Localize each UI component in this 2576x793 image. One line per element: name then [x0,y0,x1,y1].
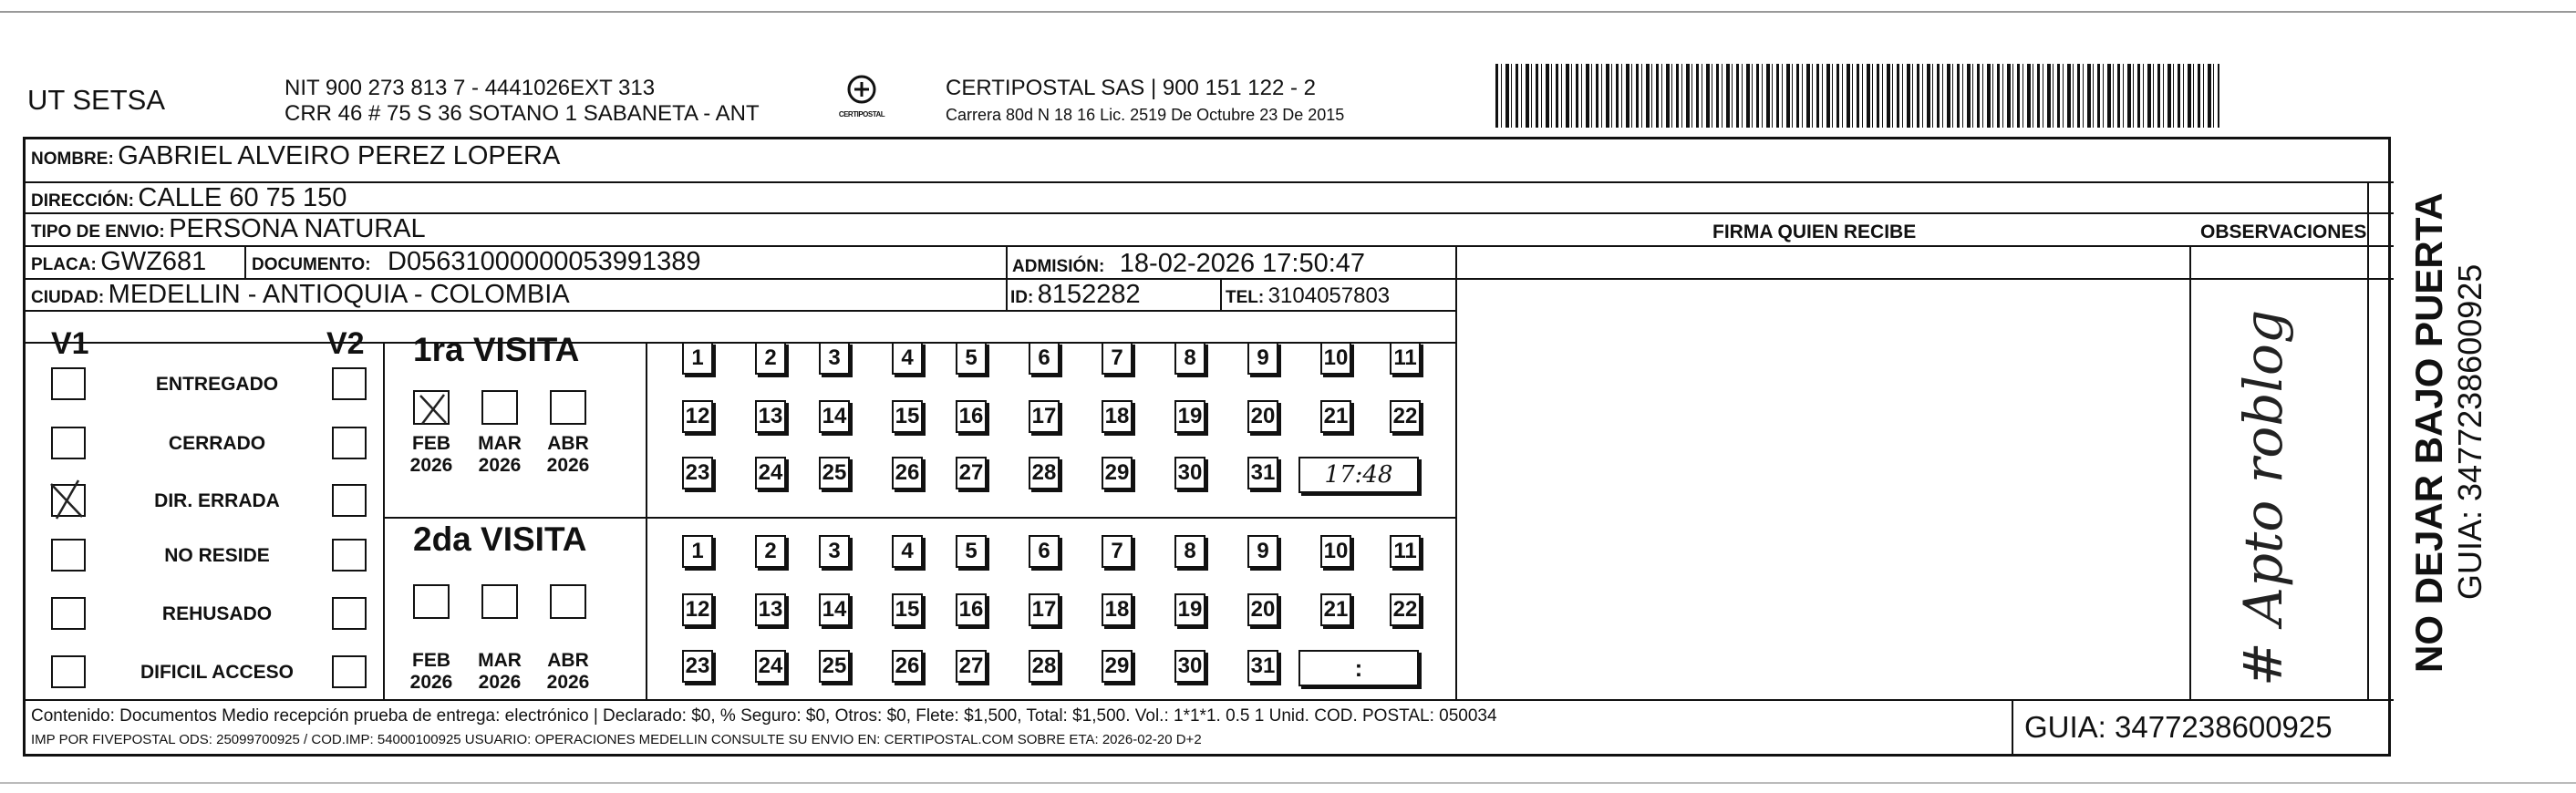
first-visit-day-16[interactable]: 16 [956,400,987,433]
firma-label: FIRMA QUIEN RECIBE [1712,221,1917,242]
second-visit-day-22[interactable]: 22 [1390,593,1421,626]
second-visit-day-12[interactable]: 12 [682,593,713,626]
second-visit-title: 2da VISITA [413,520,587,558]
nit-line: NIT 900 273 813 7 - 4441026EXT 313 [284,76,656,100]
v1-dificil-acceso-checkbox[interactable] [51,655,86,688]
nombre-value: GABRIEL ALVEIRO PEREZ LOPERA [118,141,561,170]
first-visit-abr-box[interactable] [550,390,586,425]
second-visit-day-15[interactable]: 15 [892,593,923,626]
v2-cerrado-checkbox[interactable] [332,427,367,459]
second-visit-day-24[interactable]: 24 [755,650,786,683]
second-mar-year: 2026 [478,672,522,693]
observation-handwriting: # Apto roblog [2232,309,2294,686]
v2-label: V2 [326,326,365,361]
second-visit-day-26[interactable]: 26 [892,650,923,683]
v2-no-reside-checkbox[interactable] [332,539,367,572]
second-visit-day-1[interactable]: 1 [682,535,713,568]
ciudad-value: MEDELLIN - ANTIOQUIA - COLOMBIA [108,280,570,309]
first-feb-label: FEB [412,433,450,454]
second-visit-day-10[interactable]: 10 [1320,535,1351,568]
first-visit-day-29[interactable]: 29 [1102,457,1133,489]
barcode [1495,64,2219,128]
license-line: Carrera 80d N 18 16 Lic. 2519 De Octubre 23 De 2015 [946,106,1345,124]
side-title: NO DEJAR BAJO PUERTA [2407,192,2450,673]
footer-guia: GUIA: 3477238600925 [2024,710,2333,744]
nombre-label: NOMBRE: [31,149,114,169]
first-mar-label: MAR [478,433,522,454]
firma-area[interactable] [1459,280,2187,697]
first-visit-day-7[interactable]: 7 [1102,342,1133,375]
first-visit-day-27[interactable]: 27 [956,457,987,489]
v1-rehusado-checkbox[interactable] [51,597,86,630]
second-visit-day-28[interactable]: 28 [1029,650,1060,683]
first-mar-year: 2026 [478,455,522,476]
second-visit-day-13[interactable]: 13 [755,593,786,626]
second-visit-day-19[interactable]: 19 [1174,593,1205,626]
v1-dir-errada-checkbox[interactable] [51,484,86,517]
second-visit-day-6[interactable]: 6 [1029,535,1060,568]
second-visit-time-placeholder: : [1354,654,1363,682]
footer-print-line: IMP POR FIVEPOSTAL ODS: 25099700925 / COD.IMP: 54000100925 USUARIO: OPERACIONES MEDELLIN CONSULTE SU ENVIO EN: CERTIPOSTAL.COM SOBRE ETA: 2026-02-20 D+2 [31,732,1202,747]
second-visit-day-30[interactable]: 30 [1174,650,1205,683]
first-visit-feb-box[interactable] [413,390,450,425]
direccion-label: DIRECCIÓN: [31,191,134,211]
second-visit-day-18[interactable]: 18 [1102,593,1133,626]
first-visit-day-30[interactable]: 30 [1174,457,1205,489]
admision-label: ADMISIÓN: [1012,257,1105,276]
bottom-rule [0,782,2576,784]
v2-entregado-checkbox[interactable] [332,367,367,400]
first-visit-day-11[interactable]: 11 [1390,342,1421,375]
v2-dir-errada-checkbox[interactable] [332,484,367,517]
address-line: CRR 46 # 75 S 36 SOTANO 1 SABANETA - ANT [284,101,760,126]
v1-cerrado-checkbox[interactable] [51,427,86,459]
second-visit-day-9[interactable]: 9 [1247,535,1278,568]
second-visit-day-2[interactable]: 2 [755,535,786,568]
first-visit-time-box[interactable] [1298,457,1419,493]
first-visit-day-17[interactable]: 17 [1029,400,1060,433]
first-feb-year: 2026 [409,455,453,476]
first-visit-day-12[interactable]: 12 [682,400,713,433]
v1-entregado-checkbox[interactable] [51,367,86,400]
second-feb-year: 2026 [409,672,453,693]
second-visit-day-4[interactable]: 4 [892,535,923,568]
delivery-form [23,137,2391,757]
first-visit-day-23[interactable]: 23 [682,457,713,489]
placa-label: PLACA: [31,255,97,274]
first-visit-day-25[interactable]: 25 [819,457,850,489]
second-visit-day-21[interactable]: 21 [1320,593,1351,626]
tel-label: TEL: [1226,288,1265,307]
first-visit-day-10[interactable]: 10 [1320,342,1351,375]
second-abr-year: 2026 [546,672,590,693]
second-visit-feb-box[interactable] [413,584,450,619]
status-entregado: ENTREGADO [155,374,279,395]
first-visit-day-1[interactable]: 1 [682,342,713,375]
direccion-value: CALLE 60 75 150 [138,183,347,212]
side-guia: GUIA: 3477238600925 [2451,263,2488,600]
top-rule [0,11,2576,13]
first-visit-day-28[interactable]: 28 [1029,457,1060,489]
second-visit-day-25[interactable]: 25 [819,650,850,683]
certipostal-logo [825,73,898,128]
first-visit-day-15[interactable]: 15 [892,400,923,433]
first-visit-day-3[interactable]: 3 [819,342,850,375]
v2-dificil-acceso-checkbox[interactable] [332,655,367,688]
second-visit-mar-box[interactable] [481,584,518,619]
status-cerrado: CERRADO [168,433,266,454]
id-label: ID: [1010,288,1034,307]
v1-label: V1 [51,326,89,361]
footer-content-line: Contenido: Documentos Medio recepción prueba de entrega: electrónico | Declarado: $0, % Seguro: $0, Otros: $0, Flete: $1,500, Total: $1,500. Vol.: 1*1*1. 0.5 1 Unid. COD. POSTAL: 050034 [31,706,1497,726]
company-name: UT SETSA [27,84,166,116]
second-visit-day-23[interactable]: 23 [682,650,713,683]
status-rehusado: REHUSADO [161,603,273,624]
carrier-line: CERTIPOSTAL SAS | 900 151 122 - 2 [946,76,1316,100]
status-dificil-acceso: DIFICIL ACCESO [140,662,294,683]
first-abr-label: ABR [547,433,589,454]
admision-value: 18-02-2026 17:50:47 [1119,249,1366,278]
first-visit-day-22[interactable]: 22 [1390,400,1421,433]
first-visit-day-24[interactable]: 24 [755,457,786,489]
v2-rehusado-checkbox[interactable] [332,597,367,630]
second-visit-day-17[interactable]: 17 [1029,593,1060,626]
second-visit-day-31[interactable]: 31 [1247,650,1278,683]
first-visit-day-26[interactable]: 26 [892,457,923,489]
status-dir-errada: DIR. ERRADA [154,490,280,511]
second-visit-day-27[interactable]: 27 [956,650,987,683]
logo-icon [843,73,880,106]
first-visit-day-4[interactable]: 4 [892,342,923,375]
ciudad-label: CIUDAD: [31,288,105,307]
second-abr-label: ABR [547,650,589,671]
first-visit-day-14[interactable]: 14 [819,400,850,433]
tel-value: 3104057803 [1267,283,1391,308]
first-visit-mar-box[interactable] [481,390,518,425]
second-feb-label: FEB [412,650,450,671]
tipo-value: PERSONA NATURAL [169,214,426,243]
first-abr-year: 2026 [546,455,590,476]
second-visit-day-11[interactable]: 11 [1390,535,1421,568]
documento-value: D05631000000053991389 [388,247,701,276]
first-visit-day-31[interactable]: 31 [1247,457,1278,489]
second-visit-day-7[interactable]: 7 [1102,535,1133,568]
logo-text: CERTIPOSTAL [838,110,885,118]
first-visit-day-6[interactable]: 6 [1029,342,1060,375]
first-visit-day-13[interactable]: 13 [755,400,786,433]
second-visit-abr-box[interactable] [550,584,586,619]
second-visit-day-14[interactable]: 14 [819,593,850,626]
check-mark-icon [47,477,88,520]
first-visit-day-21[interactable]: 21 [1320,400,1351,433]
first-visit-title: 1ra VISITA [413,331,580,368]
placa-value: GWZ681 [100,247,207,276]
status-no-reside: NO RESIDE [164,545,270,566]
first-visit-day-5[interactable]: 5 [956,342,987,375]
first-visit-day-2[interactable]: 2 [755,342,786,375]
v1-no-reside-checkbox[interactable] [51,539,86,572]
second-visit-day-8[interactable]: 8 [1174,535,1205,568]
second-visit-day-5[interactable]: 5 [956,535,987,568]
first-visit-time: 17:48 [1324,461,1393,489]
second-mar-label: MAR [478,650,522,671]
second-visit-day-16[interactable]: 16 [956,593,987,626]
first-visit-day-9[interactable]: 9 [1247,342,1278,375]
second-visit-day-20[interactable]: 20 [1247,593,1278,626]
second-visit-day-29[interactable]: 29 [1102,650,1133,683]
documento-label: DOCUMENTO: [252,255,371,274]
first-visit-day-18[interactable]: 18 [1102,400,1133,433]
first-visit-day-20[interactable]: 20 [1247,400,1278,433]
observaciones-label: OBSERVACIONES [2200,221,2367,242]
tipo-label: TIPO DE ENVIO: [31,222,165,242]
x-mark-icon [415,392,451,427]
first-visit-day-19[interactable]: 19 [1174,400,1205,433]
second-visit-time-box[interactable] [1298,650,1419,686]
second-visit-day-3[interactable]: 3 [819,535,850,568]
id-value: 8152282 [1037,280,1141,309]
first-visit-day-8[interactable]: 8 [1174,342,1205,375]
